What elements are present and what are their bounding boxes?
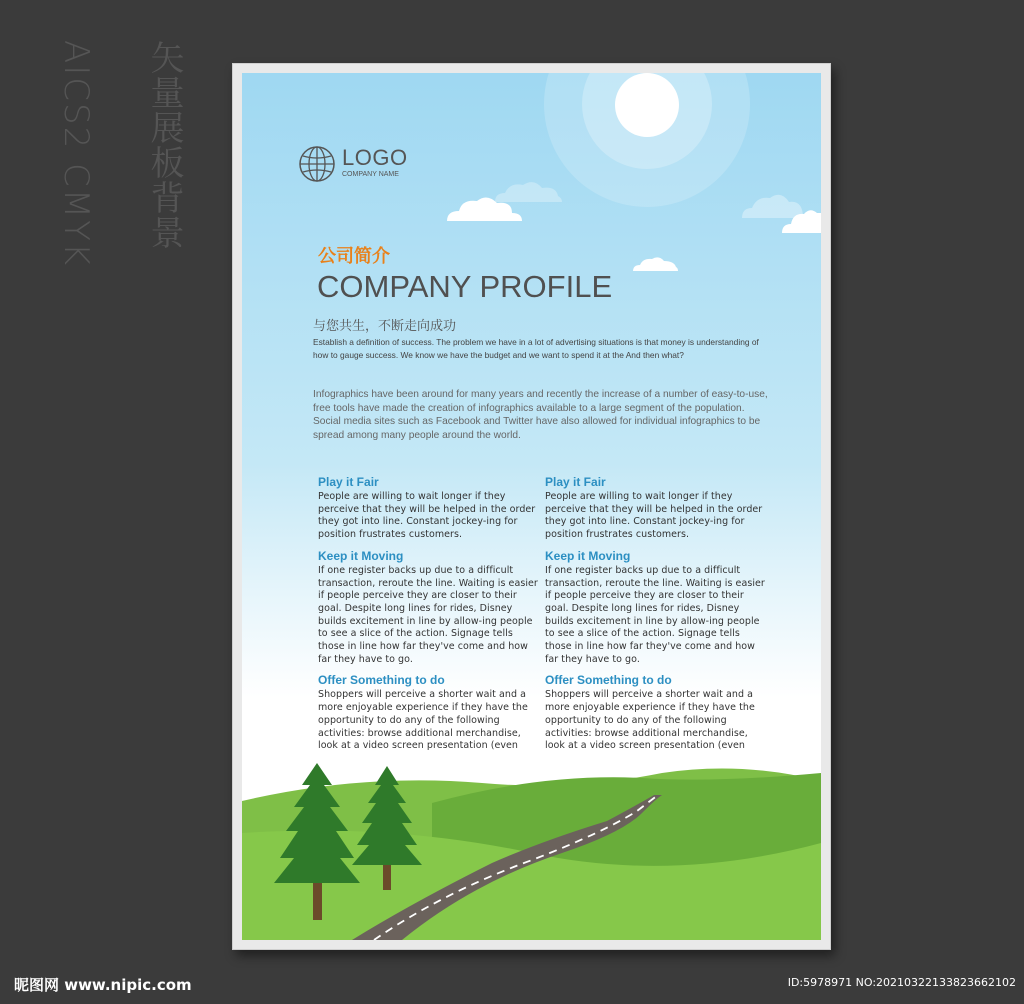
section-heading: Keep it Moving [318, 548, 404, 563]
vertical-title-cn: 矢量展板背景 [144, 40, 184, 250]
logo-company-name: COMPANY NAME [342, 171, 399, 178]
landscape-illustration [242, 733, 821, 940]
section-body: People are willing to wait longer if they perceive that they will be helped in the order they got into line. Constant jockey-ing for position frustrates customers. [318, 491, 536, 541]
column-right [545, 475, 765, 760]
section-heading: Offer Something to do [545, 673, 672, 688]
section-body: If one register backs up due to a difficult transaction, reroute the line. Waiting is easier if people perceive they are closer to their goal. Despite long lines for rides, Disney builds excitement in line by allow-ing people to see a slice of the action. Signage tells those in line how far they've come and how far they have to go. [545, 564, 765, 665]
column-left [318, 475, 538, 760]
section-heading: Keep it Moving [545, 548, 631, 563]
section-heading: Play it Fair [318, 475, 379, 489]
poster-frame [232, 63, 831, 950]
slogan: 与您共生，不断走向成功 [313, 319, 457, 334]
intro-paragraph-2: Infographics have been around for many years and recently the increase of a number of easy-to-use, free tools have made the creation of infographics available to a large segment of the population. Social media sites such as Facebook and Twitter have also allowed for individual infographics to be spread among many people around the world. [313, 389, 768, 441]
site-credit: 昵图网 www.nipic.com [14, 976, 192, 994]
section-body: If one register backs up due to a difficult transaction, reroute the line. Waiting is easier if people perceive they are closer to their goal. Despite long lines for rides, Disney builds excitement in line by allow-ing people to see a slice of the action. Signage tells those in line how far they've come and how far they have to go. [318, 564, 538, 665]
section-heading: Play it Fair [545, 475, 606, 489]
section-body: Shoppers will perceive a shorter wait and a more enjoyable experience if they have the opportunity to do any of the following activities: browse additional merchandise, look at a video screen presentation (even [545, 689, 755, 752]
vertical-title-en: AICS2 CMYK [56, 40, 96, 268]
section-body: People are willing to wait longer if they perceive that they will be helped in the order they got into line. Constant jockey-ing for position frustrates customers. [545, 491, 763, 541]
title-cn: 公司简介 [318, 246, 390, 267]
poster [242, 73, 821, 940]
columns-area [242, 73, 821, 763]
page-title: COMPANY PROFILE [317, 269, 613, 304]
logo-text: LOGO [342, 145, 408, 170]
section-heading: Offer Something to do [318, 673, 445, 688]
image-id: ID:5978971 NO:20210322133823662102 [787, 976, 1016, 989]
section-body: Shoppers will perceive a shorter wait and a more enjoyable experience if they have the opportunity to do any of the following activities: browse additional merchandise, look at a video screen presentation (even [318, 689, 528, 752]
intro-paragraph-1: Establish a definition of success. The problem we have in a lot of advertising situations is that money is understanding of how to gauge success. We know we have the budget and we want to spend it at the And then what? [313, 337, 759, 360]
vertical-watermark [48, 40, 184, 280]
